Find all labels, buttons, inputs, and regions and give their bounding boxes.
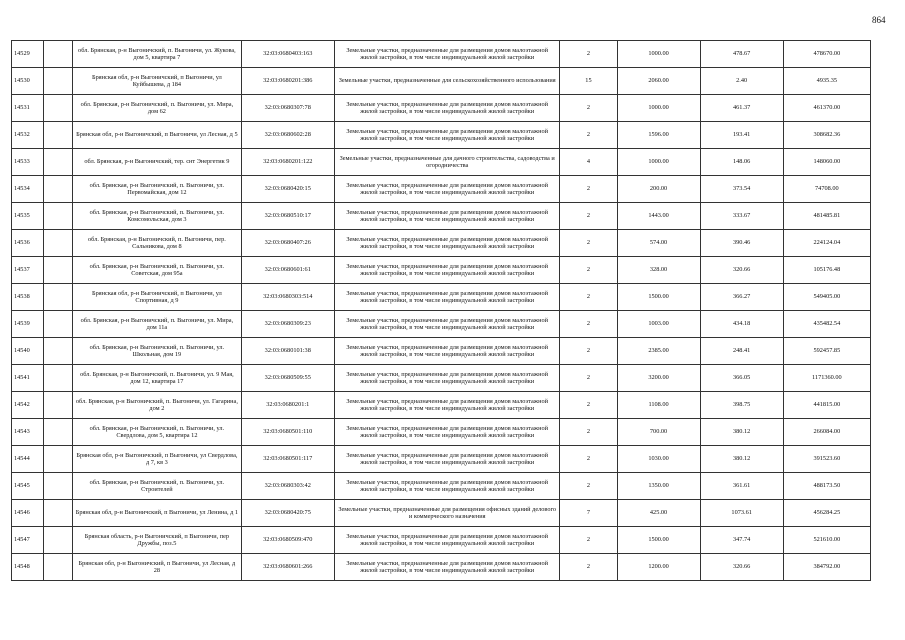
specific-value-cell: 361.61 bbox=[700, 473, 783, 500]
table-row bbox=[12, 500, 871, 527]
specific-value-cell: 347.74 bbox=[700, 527, 783, 554]
specific-value-cell: 380.12 bbox=[700, 446, 783, 473]
address-cell: обл. Брянская, р-н Выгоничский, п. Выгоничи, ул. Жукова, дом 5, квартира 7 bbox=[73, 41, 241, 68]
address-cell: Брянская обл, р-н Выгоничский, п Выгоничи, ул Лесная, д 28 bbox=[73, 554, 241, 581]
address-cell: обл. Брянская, р-н Выгоничский, п. Выгоничи, ул. Первомайская, дом 12 bbox=[73, 176, 241, 203]
table-row bbox=[12, 527, 871, 554]
row-number: 14547 bbox=[12, 527, 44, 554]
use-group-cell: 2 bbox=[560, 527, 617, 554]
table-body bbox=[12, 41, 871, 581]
cadastral-number-cell: 32:03:0680303:514 bbox=[241, 284, 334, 311]
specific-value-cell: 390.46 bbox=[700, 230, 783, 257]
address-cell: обл. Брянская, р-н Выгоничский, п. Выгоничи, пер. Сальникова, дом 8 bbox=[73, 230, 241, 257]
row-number: 14535 bbox=[12, 203, 44, 230]
empty-cell bbox=[44, 338, 73, 365]
cadastral-number-cell: 32:03:0680601:61 bbox=[241, 257, 334, 284]
cadastral-number-cell: 32:03:0680309:23 bbox=[241, 311, 334, 338]
area-cell: 1000.00 bbox=[617, 149, 700, 176]
table-row bbox=[12, 284, 871, 311]
land-use-cell: Земельные участки, предназначенные для размещения домов малоэтажной жилой застройки, в том числе индивидуальной жилой застройки bbox=[335, 554, 560, 581]
use-group-cell: 2 bbox=[560, 122, 617, 149]
use-group-cell: 2 bbox=[560, 473, 617, 500]
empty-cell bbox=[44, 446, 73, 473]
area-cell: 1200.00 bbox=[617, 554, 700, 581]
area-cell: 1003.00 bbox=[617, 311, 700, 338]
use-group-cell: 2 bbox=[560, 284, 617, 311]
empty-cell bbox=[44, 149, 73, 176]
specific-value-cell: 373.54 bbox=[700, 176, 783, 203]
row-number: 14533 bbox=[12, 149, 44, 176]
area-cell: 200.00 bbox=[617, 176, 700, 203]
row-number: 14541 bbox=[12, 365, 44, 392]
table-row bbox=[12, 419, 871, 446]
land-use-cell: Земельные участки, предназначенные для дачного строительства, садоводства и огородничества bbox=[335, 149, 560, 176]
area-cell: 3200.00 bbox=[617, 365, 700, 392]
use-group-cell: 2 bbox=[560, 230, 617, 257]
table-row bbox=[12, 257, 871, 284]
specific-value-cell: 478.67 bbox=[700, 41, 783, 68]
specific-value-cell: 333.67 bbox=[700, 203, 783, 230]
table-row bbox=[12, 365, 871, 392]
specific-value-cell: 1073.61 bbox=[700, 500, 783, 527]
area-cell: 700.00 bbox=[617, 419, 700, 446]
empty-cell bbox=[44, 95, 73, 122]
row-number: 14548 bbox=[12, 554, 44, 581]
row-number: 14544 bbox=[12, 446, 44, 473]
empty-cell bbox=[44, 554, 73, 581]
empty-cell bbox=[44, 419, 73, 446]
cadastral-number-cell: 32:03:0680510:17 bbox=[241, 203, 334, 230]
use-group-cell: 7 bbox=[560, 500, 617, 527]
row-number: 14529 bbox=[12, 41, 44, 68]
specific-value-cell: 366.27 bbox=[700, 284, 783, 311]
use-group-cell: 15 bbox=[560, 68, 617, 95]
cadastral-value-cell: 1171360.00 bbox=[783, 365, 870, 392]
table-row bbox=[12, 473, 871, 500]
empty-cell bbox=[44, 257, 73, 284]
row-number: 14540 bbox=[12, 338, 44, 365]
use-group-cell: 2 bbox=[560, 203, 617, 230]
empty-cell bbox=[44, 203, 73, 230]
use-group-cell: 2 bbox=[560, 338, 617, 365]
cadastral-number-cell: 32:03:0680201:1 bbox=[241, 392, 334, 419]
row-number: 14542 bbox=[12, 392, 44, 419]
specific-value-cell: 148.06 bbox=[700, 149, 783, 176]
address-cell: обл. Брянская, р-н Выгоничский, п. Выгоничи, ул. Советская, дом 95а bbox=[73, 257, 241, 284]
specific-value-cell: 320.66 bbox=[700, 257, 783, 284]
land-use-cell: Земельные участки, предназначенные для размещения домов малоэтажной жилой застройки, в том числе индивидуальной жилой застройки bbox=[335, 311, 560, 338]
land-use-cell: Земельные участки, предназначенные для размещения домов малоэтажной жилой застройки, в том числе индивидуальной жилой застройки bbox=[335, 95, 560, 122]
empty-cell bbox=[44, 365, 73, 392]
cadastral-value-cell: 461370.00 bbox=[783, 95, 870, 122]
area-cell: 2385.00 bbox=[617, 338, 700, 365]
area-cell: 1000.00 bbox=[617, 95, 700, 122]
row-number: 14532 bbox=[12, 122, 44, 149]
cadastral-number-cell: 32:03:0680601:266 bbox=[241, 554, 334, 581]
land-use-cell: Земельные участки, предназначенные для размещения домов малоэтажной жилой застройки, в том числе индивидуальной жилой застройки bbox=[335, 338, 560, 365]
address-cell: обл. Брянская, р-н Выгоничский, п. Выгоничи, ул. Строителей bbox=[73, 473, 241, 500]
empty-cell bbox=[44, 68, 73, 95]
cadastral-value-cell: 266084.00 bbox=[783, 419, 870, 446]
specific-value-cell: 248.41 bbox=[700, 338, 783, 365]
empty-cell bbox=[44, 176, 73, 203]
specific-value-cell: 434.18 bbox=[700, 311, 783, 338]
empty-cell bbox=[44, 284, 73, 311]
row-number: 14534 bbox=[12, 176, 44, 203]
land-use-cell: Земельные участки, предназначенные для размещения домов малоэтажной жилой застройки, в том числе индивидуальной жилой застройки bbox=[335, 284, 560, 311]
empty-cell bbox=[44, 527, 73, 554]
use-group-cell: 2 bbox=[560, 311, 617, 338]
cadastral-number-cell: 32:03:0680501:117 bbox=[241, 446, 334, 473]
address-cell: обл. Брянская, р-н Выгоничский, п. Выгоничи, ул. Школьная, дом 19 bbox=[73, 338, 241, 365]
cadastral-value-cell: 224124.04 bbox=[783, 230, 870, 257]
land-use-cell: Земельные участки, предназначенные для размещения домов малоэтажной жилой застройки, в том числе индивидуальной жилой застройки bbox=[335, 176, 560, 203]
area-cell: 1030.00 bbox=[617, 446, 700, 473]
address-cell: обл. Брянская, р-н Выгоничский, п. Выгоничи, ул. Комсомольская, дом 3 bbox=[73, 203, 241, 230]
cadastral-number-cell: 32:03:0680407:26 bbox=[241, 230, 334, 257]
specific-value-cell: 366.05 bbox=[700, 365, 783, 392]
cadastral-number-cell: 32:03:0680201:122 bbox=[241, 149, 334, 176]
row-number: 14530 bbox=[12, 68, 44, 95]
land-use-cell: Земельные участки, предназначенные для сельскохозяйственного использования bbox=[335, 68, 560, 95]
cadastral-value-cell: 441815.00 bbox=[783, 392, 870, 419]
use-group-cell: 2 bbox=[560, 41, 617, 68]
cadastral-number-cell: 32:03:0680201:386 bbox=[241, 68, 334, 95]
row-number: 14537 bbox=[12, 257, 44, 284]
land-use-cell: Земельные участки, предназначенные для размещения домов малоэтажной жилой застройки, в том числе индивидуальной жилой застройки bbox=[335, 122, 560, 149]
area-cell: 328.00 bbox=[617, 257, 700, 284]
land-use-cell: Земельные участки, предназначенные для размещения офисных зданий делового и коммерческого назначения bbox=[335, 500, 560, 527]
cadastral-value-cell: 384792.00 bbox=[783, 554, 870, 581]
empty-cell bbox=[44, 230, 73, 257]
area-cell: 1596.00 bbox=[617, 122, 700, 149]
land-use-cell: Земельные участки, предназначенные для размещения домов малоэтажной жилой застройки, в том числе индивидуальной жилой застройки bbox=[335, 419, 560, 446]
specific-value-cell: 2.40 bbox=[700, 68, 783, 95]
address-cell: обл. Брянская, р-н Выгоничский, п. Выгоничи, ул. Гагарина, дом 2 bbox=[73, 392, 241, 419]
address-cell: Брянская обл, р-н Выгоничский, п Выгоничи, ул Куйбышева, д 184 bbox=[73, 68, 241, 95]
address-cell: обл. Брянская, р-н Выгоничский, п. Выгоничи, ул. 9 Мая, дом 12, квартира 17 bbox=[73, 365, 241, 392]
empty-cell bbox=[44, 392, 73, 419]
land-use-cell: Земельные участки, предназначенные для размещения домов малоэтажной жилой застройки, в том числе индивидуальной жилой застройки bbox=[335, 365, 560, 392]
table-row bbox=[12, 41, 871, 68]
area-cell: 2060.00 bbox=[617, 68, 700, 95]
table-row bbox=[12, 176, 871, 203]
empty-cell bbox=[44, 473, 73, 500]
use-group-cell: 4 bbox=[560, 149, 617, 176]
specific-value-cell: 193.41 bbox=[700, 122, 783, 149]
table-row bbox=[12, 68, 871, 95]
use-group-cell: 2 bbox=[560, 554, 617, 581]
table-row bbox=[12, 95, 871, 122]
area-cell: 1350.00 bbox=[617, 473, 700, 500]
row-number: 14545 bbox=[12, 473, 44, 500]
land-use-cell: Земельные участки, предназначенные для размещения домов малоэтажной жилой застройки, в том числе индивидуальной жилой застройки bbox=[335, 41, 560, 68]
land-use-cell: Земельные участки, предназначенные для размещения домов малоэтажной жилой застройки, в том числе индивидуальной жилой застройки bbox=[335, 527, 560, 554]
page-number: 864 bbox=[872, 15, 886, 25]
cadastral-value-cell: 308682.36 bbox=[783, 122, 870, 149]
empty-cell bbox=[44, 41, 73, 68]
table-row bbox=[12, 338, 871, 365]
use-group-cell: 2 bbox=[560, 446, 617, 473]
area-cell: 574.00 bbox=[617, 230, 700, 257]
specific-value-cell: 380.12 bbox=[700, 419, 783, 446]
cadastral-number-cell: 32:03:0680420:75 bbox=[241, 500, 334, 527]
table-row bbox=[12, 230, 871, 257]
table-row bbox=[12, 554, 871, 581]
cadastral-number-cell: 32:03:0680509:55 bbox=[241, 365, 334, 392]
use-group-cell: 2 bbox=[560, 176, 617, 203]
cadastral-value-cell: 478670.00 bbox=[783, 41, 870, 68]
specific-value-cell: 398.75 bbox=[700, 392, 783, 419]
cadastral-value-cell: 391523.60 bbox=[783, 446, 870, 473]
row-number: 14543 bbox=[12, 419, 44, 446]
use-group-cell: 2 bbox=[560, 392, 617, 419]
cadastral-number-cell: 32:03:0680602:28 bbox=[241, 122, 334, 149]
use-group-cell: 2 bbox=[560, 419, 617, 446]
area-cell: 425.00 bbox=[617, 500, 700, 527]
area-cell: 1500.00 bbox=[617, 284, 700, 311]
land-use-cell: Земельные участки, предназначенные для размещения домов малоэтажной жилой застройки, в том числе индивидуальной жилой застройки bbox=[335, 257, 560, 284]
cadastral-value-cell: 105176.48 bbox=[783, 257, 870, 284]
address-cell: Брянская обл, р-н Выгоничский, п Выгоничи, ул Спортивная, д 9 bbox=[73, 284, 241, 311]
cadastral-number-cell: 32:03:0680509:470 bbox=[241, 527, 334, 554]
cadastral-number-cell: 32:03:0680101:38 bbox=[241, 338, 334, 365]
address-cell: обл. Брянская, р-н Выгоничский, тер. снт Энергетик 9 bbox=[73, 149, 241, 176]
empty-cell bbox=[44, 122, 73, 149]
cadastral-value-cell: 521610.00 bbox=[783, 527, 870, 554]
area-cell: 1443.00 bbox=[617, 203, 700, 230]
cadastral-value-cell: 456284.25 bbox=[783, 500, 870, 527]
cadastral-value-cell: 4935.35 bbox=[783, 68, 870, 95]
table-row bbox=[12, 446, 871, 473]
cadastral-number-cell: 32:03:0680303:42 bbox=[241, 473, 334, 500]
cadastral-value-cell: 549405.00 bbox=[783, 284, 870, 311]
cadastral-value-cell: 74708.00 bbox=[783, 176, 870, 203]
cadastral-value-cell: 148060.00 bbox=[783, 149, 870, 176]
cadastral-value-cell: 435482.54 bbox=[783, 311, 870, 338]
specific-value-cell: 461.37 bbox=[700, 95, 783, 122]
area-cell: 1000.00 bbox=[617, 41, 700, 68]
row-number: 14531 bbox=[12, 95, 44, 122]
use-group-cell: 2 bbox=[560, 257, 617, 284]
use-group-cell: 2 bbox=[560, 365, 617, 392]
cadastral-number-cell: 32:03:0680420:15 bbox=[241, 176, 334, 203]
land-use-cell: Земельные участки, предназначенные для размещения домов малоэтажной жилой застройки, в том числе индивидуальной жилой застройки bbox=[335, 230, 560, 257]
cadastral-number-cell: 32:03:0680307:78 bbox=[241, 95, 334, 122]
row-number: 14546 bbox=[12, 500, 44, 527]
empty-cell bbox=[44, 500, 73, 527]
land-use-cell: Земельные участки, предназначенные для размещения домов малоэтажной жилой застройки, в том числе индивидуальной жилой застройки bbox=[335, 446, 560, 473]
cadastral-value-cell: 592457.85 bbox=[783, 338, 870, 365]
table-row bbox=[12, 392, 871, 419]
address-cell: обл. Брянская, р-н Выгоничский, п. Выгоничи, ул. Мира, дом 11а bbox=[73, 311, 241, 338]
cadastral-value-cell: 481485.81 bbox=[783, 203, 870, 230]
address-cell: Брянская область, р-н Выгоничский, п Выгоничи, пер Дружбы, поз.5 bbox=[73, 527, 241, 554]
row-number: 14538 bbox=[12, 284, 44, 311]
cadastral-number-cell: 32:03:0680403:163 bbox=[241, 41, 334, 68]
address-cell: Брянская обл, р-н Выгоничский, п Выгоничи, ул Ленина, д 1 bbox=[73, 500, 241, 527]
table-row bbox=[12, 122, 871, 149]
cadastral-number-cell: 32:03:0680501:110 bbox=[241, 419, 334, 446]
address-cell: Брянская обл, р-н Выгоничский, п Выгоничи, ул Свердлова, д 7, кв 3 bbox=[73, 446, 241, 473]
land-use-cell: Земельные участки, предназначенные для размещения домов малоэтажной жилой застройки, в том числе индивидуальной жилой застройки bbox=[335, 392, 560, 419]
address-cell: Брянская обл, р-н Выгоничский, п Выгоничи, ул Лесная, д 5 bbox=[73, 122, 241, 149]
table-row bbox=[12, 311, 871, 338]
land-use-cell: Земельные участки, предназначенные для размещения домов малоэтажной жилой застройки, в том числе индивидуальной жилой застройки bbox=[335, 473, 560, 500]
area-cell: 1108.00 bbox=[617, 392, 700, 419]
empty-cell bbox=[44, 311, 73, 338]
address-cell: обл. Брянская, р-н Выгоничский, п. Выгоничи, ул. Свердлова, дом 5, квартира 12 bbox=[73, 419, 241, 446]
land-use-cell: Земельные участки, предназначенные для размещения домов малоэтажной жилой застройки, в том числе индивидуальной жилой застройки bbox=[335, 203, 560, 230]
table-row bbox=[12, 203, 871, 230]
row-number: 14539 bbox=[12, 311, 44, 338]
cadastral-value-table bbox=[11, 40, 871, 581]
cadastral-value-cell: 488173.50 bbox=[783, 473, 870, 500]
address-cell: обл. Брянская, р-н Выгоничский, п. Выгоничи, ул. Мира, дом 62 bbox=[73, 95, 241, 122]
table-row bbox=[12, 149, 871, 176]
row-number: 14536 bbox=[12, 230, 44, 257]
specific-value-cell: 320.66 bbox=[700, 554, 783, 581]
area-cell: 1500.00 bbox=[617, 527, 700, 554]
use-group-cell: 2 bbox=[560, 95, 617, 122]
